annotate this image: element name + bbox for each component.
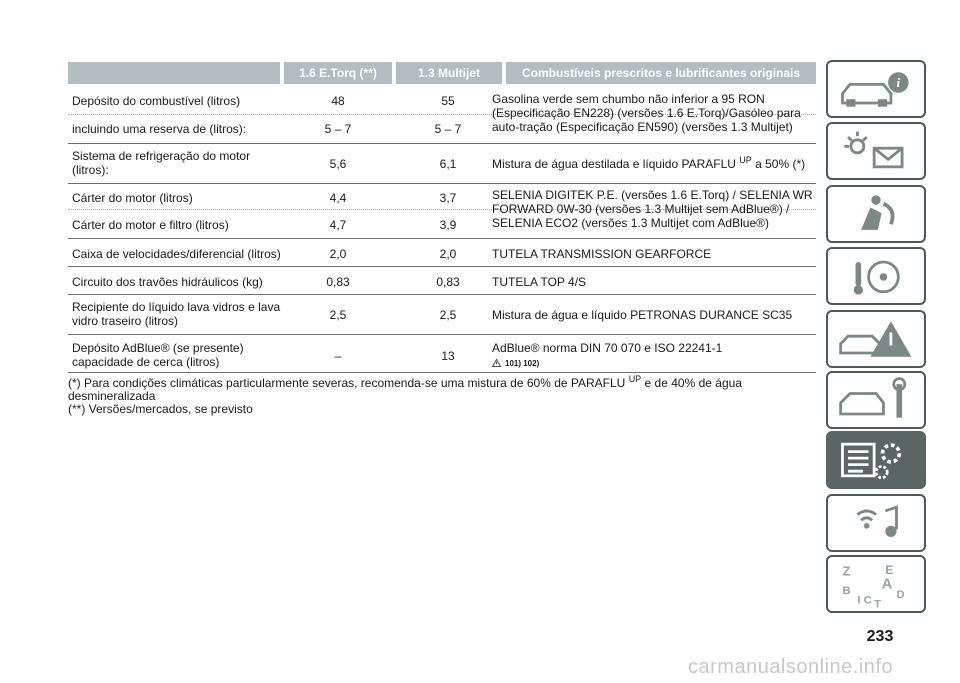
value-multijet: 2,0 bbox=[439, 247, 457, 261]
tab-maintenance[interactable] bbox=[826, 371, 926, 429]
tab-multimedia[interactable] bbox=[826, 494, 926, 552]
airbag-seat-icon bbox=[828, 187, 924, 241]
page-number: 233 bbox=[866, 628, 894, 645]
value-etorq: 4,4 bbox=[329, 191, 347, 205]
row-label: incluindo uma reserva de (litros): bbox=[72, 122, 247, 136]
tab-safety[interactable] bbox=[826, 185, 926, 243]
value-multijet: 0,83 bbox=[436, 275, 460, 289]
value-multijet: 13 bbox=[441, 349, 455, 363]
value-etorq: 2,0 bbox=[329, 247, 347, 261]
table-header-fuels: Combustíveis prescritos e lubrificantes originais bbox=[506, 62, 816, 84]
table-header-multijet: 1.3 Multijet bbox=[396, 62, 502, 84]
tab-technical-data[interactable] bbox=[826, 431, 926, 489]
footnotes bbox=[68, 374, 816, 416]
value-etorq: 2,5 bbox=[329, 308, 347, 322]
fuel-spec: Gasolina verde sem chumbo não inferior a 95 RON (Especificação EN228) (versões 1.6 E.Torq)/Gasóleo para auto-tração (Especificação EN590) (versões 1.3 Multijet) bbox=[492, 92, 801, 134]
table-header-etorq: 1.6 E.Torq (**) bbox=[284, 62, 392, 84]
alphabetical-index-icon bbox=[828, 557, 924, 611]
row-label: Depósito do combustível (litros) bbox=[72, 94, 241, 108]
emergency-triangle-icon bbox=[828, 312, 924, 366]
table-row bbox=[68, 294, 816, 335]
table-row bbox=[68, 143, 816, 184]
steering-key-icon bbox=[828, 249, 924, 303]
tab-dashboard-lights[interactable] bbox=[826, 122, 926, 180]
svg-text:A: A bbox=[881, 576, 893, 593]
tab-emergency[interactable] bbox=[826, 310, 926, 368]
value-etorq: 4,7 bbox=[329, 218, 347, 232]
row-label: Depósito AdBlue® (se presente) capacidade de cerca (litros) bbox=[72, 341, 244, 369]
car-maintenance-icon bbox=[828, 373, 924, 427]
svg-text:I C: I C bbox=[857, 594, 872, 607]
value-etorq: 0,83 bbox=[326, 275, 350, 289]
table-bottom-rule bbox=[68, 372, 816, 373]
svg-text:B: B bbox=[842, 585, 851, 598]
value-etorq: 5,6 bbox=[329, 157, 347, 171]
table-header-blank bbox=[68, 62, 280, 84]
watermark: carmanualsonline.info bbox=[688, 656, 894, 678]
warning-triangle-icon bbox=[492, 359, 501, 367]
row-label: Sistema de refrigeração do motor (litros): bbox=[72, 149, 251, 177]
multimedia-icon bbox=[828, 496, 924, 550]
brake-fluid-spec: TUTELA TOP 4/S bbox=[492, 275, 587, 289]
row-label: Circuito dos travões hidráulicos (kg) bbox=[72, 275, 263, 289]
washer-fluid-spec: Mistura de água e líquido PETRONAS DURANCE SC35 bbox=[492, 308, 793, 322]
tab-vehicle-info[interactable] bbox=[826, 60, 926, 118]
coolant-spec: Mistura de água destilada e líquido PARAFLU $^{UP}$ a 50% (*) bbox=[492, 155, 806, 171]
svg-text:T: T bbox=[874, 598, 881, 611]
warning-lights-icon bbox=[828, 124, 924, 178]
value-multijet: 3,7 bbox=[439, 191, 457, 205]
value-etorq: 48 bbox=[331, 94, 345, 108]
svg-text:E: E bbox=[885, 562, 894, 577]
row-label: Caixa de velocidades/diferencial (litros) bbox=[72, 247, 281, 261]
car-info-icon bbox=[828, 62, 924, 116]
row-label: Cárter do motor (litros) bbox=[72, 191, 193, 205]
technical-data-icon bbox=[828, 433, 924, 487]
tab-index[interactable] bbox=[826, 555, 926, 613]
svg-text:D: D bbox=[896, 588, 905, 601]
tab-starting-driving[interactable] bbox=[826, 247, 926, 305]
footnote-climate: (*) Para condições climáticas particularmente severas, recomenda-se uma mistura de 60% de PARAFLU $^{UP}$ e de 40% de água desmineralizada bbox=[68, 374, 742, 403]
table-row bbox=[68, 266, 816, 295]
footnote-markets: (**) Versões/mercados, se previsto bbox=[68, 402, 253, 416]
svg-text:Z: Z bbox=[842, 563, 851, 579]
value-multijet: 3,9 bbox=[439, 218, 457, 232]
engine-oil-spec: SELENIA DIGITEK P.E. (versões 1.6 E.Torq) / SELENIA WR FORWARD 0W-30 (versões 1.3 Multijet sem AdBlue®) / SELENIA ECO2 (versões 1.3 Multijet com AdBlue®) bbox=[492, 188, 813, 230]
reference-notes: 101) 102) bbox=[505, 359, 540, 368]
table-row bbox=[68, 238, 816, 267]
row-label: Cárter do motor e filtro (litros) bbox=[72, 218, 229, 232]
value-multijet: 5 – 7 bbox=[434, 122, 462, 136]
value-multijet: 2,5 bbox=[439, 308, 457, 322]
value-multijet: 55 bbox=[441, 94, 455, 108]
adblue-spec: AdBlue® norma DIN 70 070 e ISO 22241-1 101) 102) bbox=[492, 341, 723, 368]
value-etorq: – bbox=[334, 349, 342, 363]
value-etorq: 5 – 7 bbox=[324, 122, 352, 136]
table-row bbox=[68, 334, 816, 373]
gearbox-spec: TUTELA TRANSMISSION GEARFORCE bbox=[492, 247, 712, 261]
row-label: Recipiente do líquido lava vidros e lava vidro traseiro (litros) bbox=[72, 300, 281, 328]
svg-text:i: i bbox=[896, 75, 901, 91]
value-multijet: 6,1 bbox=[439, 157, 457, 171]
